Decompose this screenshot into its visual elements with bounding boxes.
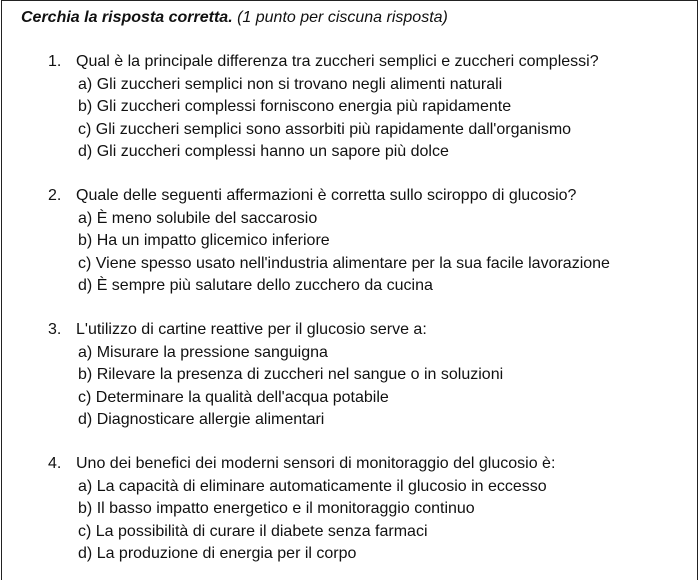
option-c[interactable]: c) La possibilità di curare il diabete senza farmaci <box>78 522 428 540</box>
question-number: 2. <box>48 187 62 204</box>
question-number: 3. <box>48 321 62 338</box>
question-text: L'utilizzo di cartine reattive per il glucosio serve a: <box>76 321 427 338</box>
question-stem <box>48 51 688 74</box>
option-c[interactable]: c) Determinare la qualità dell'acqua potabile <box>78 388 389 406</box>
option-c[interactable]: c) Gli zuccheri semplici sono assorbiti più rapidamente dall'organismo <box>78 120 572 138</box>
question-number: 4. <box>48 455 62 472</box>
options-list <box>48 476 688 566</box>
question-4 <box>48 453 688 566</box>
option-a[interactable]: a) Misurare la pressione sanguigna <box>78 343 328 361</box>
instructions-bold: Cerchia la risposta corretta. <box>21 9 233 26</box>
option-d[interactable]: d) Diagnosticare allergie alimentari <box>78 411 325 428</box>
option-c[interactable]: c) Viene spesso usato nell'industria alimentare per la sua facile lavorazione <box>78 254 610 272</box>
question-stem <box>48 185 688 208</box>
option-d[interactable]: d) Gli zuccheri complessi hanno un sapore più dolce <box>78 143 449 160</box>
option-d[interactable]: d) È sempre più salutare dello zucchero da cucina <box>78 277 433 294</box>
question-text: Quale delle seguenti affermazioni è corretta sullo sciroppo di glucosio? <box>76 187 577 204</box>
option-a[interactable]: a) Gli zuccheri semplici non si trovano negli alimenti naturali <box>78 75 503 93</box>
options-list <box>48 74 688 164</box>
question-1 <box>48 51 688 164</box>
option-b[interactable]: b) Rilevare la presenza di zuccheri nel sangue o in soluzioni <box>78 366 504 383</box>
option-a[interactable]: a) La capacità di eliminare automaticamente il glucosio in eccesso <box>78 477 547 495</box>
instructions <box>21 9 448 27</box>
options-list <box>48 208 688 298</box>
option-a[interactable]: a) È meno solubile del saccarosio <box>78 209 318 227</box>
option-b[interactable]: b) Ha un impatto glicemico inferiore <box>78 232 330 249</box>
question-text: Uno dei benefici dei moderni sensori di monitoraggio del glucosio è: <box>76 455 556 472</box>
option-b[interactable]: b) Gli zuccheri complessi forniscono energia più rapidamente <box>78 98 512 115</box>
question-text: Qual è la principale differenza tra zuccheri semplici e zuccheri complessi? <box>76 53 599 70</box>
option-b[interactable]: b) Il basso impatto energetico e il monitoraggio continuo <box>78 500 475 517</box>
instructions-note: (1 punto per ciscuna risposta) <box>232 9 448 26</box>
option-d[interactable]: d) La produzione di energia per il corpo <box>78 545 357 562</box>
question-stem <box>48 319 688 342</box>
options-list <box>48 342 688 432</box>
question-2 <box>48 185 688 298</box>
question-number: 1. <box>48 53 62 70</box>
question-3 <box>48 319 688 432</box>
question-stem <box>48 453 688 476</box>
